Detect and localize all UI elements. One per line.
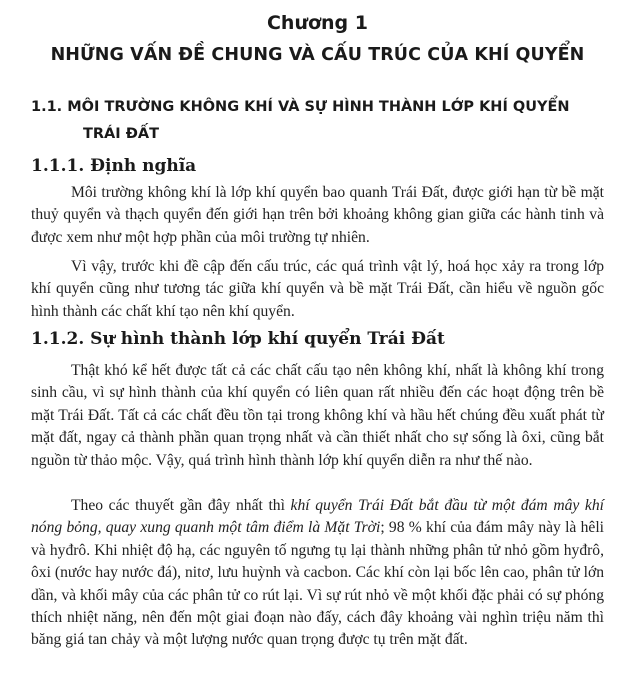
section-heading-line2: TRÁI ĐẤT: [83, 126, 159, 142]
formation-paragraph-2-italic: khí quyển Trái Đất bắt đầu từ một đám mây khí nóng bỏng, quay xung quanh một tâm điểm là Mặt Trời: [31, 497, 604, 537]
formation-paragraph-1: Thật khó kể hết được tất cả các chất cấu tạo nên không khí, nhất là không khí trong sinh cầu, vì sự hình thành của khí quyển có liên quan rất nhiều đến các hoạt động trên bề mặt Trái Đất. Tất cả các chất đều tồn tại trong không khí và hầu hết chúng đều xuất phát từ mặt đất, ngay cả thành phần quan trọng nhất và cần thiết nhất cho sự sống là ôxi, cũng bắt nguồn từ thảo mộc. Vậy, quá trình hình thành lớp khí quyển diễn ra như thế nào.: [31, 362, 604, 469]
definition-paragraph-2: Vì vậy, trước khi đề cập đến cấu trúc, các quá trình vật lý, hoá học xảy ra trong lớp khí quyển cũng như tương tác giữa khí quyển và bề mặt Trái Đất, cần hiểu về nguồn gốc hình thành các chất khí tạo nên khí quyển.: [31, 258, 604, 320]
formation-paragraph-2-rest: ; 98 % khí của đám mây này là hêli và hyđrô. Khi nhiệt độ hạ, các nguyên tố ngưng tụ lại thành những phân tử nhỏ gồm hyđrô, ôxi (nước hay nước đá), nitơ, lưu huỳnh và cacbon. Các khí còn lại bốc lên cao, phân tử lớn dần, và khối mây của các phân tử co rút lại. Vì sự rút nhỏ về một khối đặc phải có sự phóng thích nhiệt năng, nên đến một giai đoạn nào đấy, cách đây khoảng vài nghìn triệu năm thì băng giá tan chảy và một lượng nước quan trọng được tụ trên mặt đất.: [31, 519, 604, 649]
subsection-heading-formation: 1.1.2. Sự hình thành lớp khí quyển Trái Đất: [31, 329, 445, 349]
section-heading: [31, 94, 611, 148]
formation-paragraph-2: [31, 495, 604, 652]
formation-paragraph-2-lead: Theo các thuyết gần đây nhất thì: [71, 497, 291, 514]
definition-paragraph-1: Môi trường không khí là lớp khí quyển bao quanh Trái Đất, được giới hạn từ bề mặt thuỷ quyển và thạch quyển đến giới hạn trên bởi khoảng không gian giữa các hành tinh và được xem như một hợp phần của môi trường tự nhiên.: [31, 184, 604, 246]
section-heading-line1: 1.1. MÔI TRƯỜNG KHÔNG KHÍ VÀ SỰ HÌNH THÀNH LỚP KHÍ QUYỂN: [31, 99, 570, 115]
chapter-title: NHỮNG VẤN ĐỀ CHUNG VÀ CẤU TRÚC CỦA KHÍ QUYỂN: [50, 45, 585, 65]
subsection-heading-definition: 1.1.1. Định nghĩa: [31, 156, 197, 176]
chapter-label: Chương 1: [266, 12, 368, 34]
